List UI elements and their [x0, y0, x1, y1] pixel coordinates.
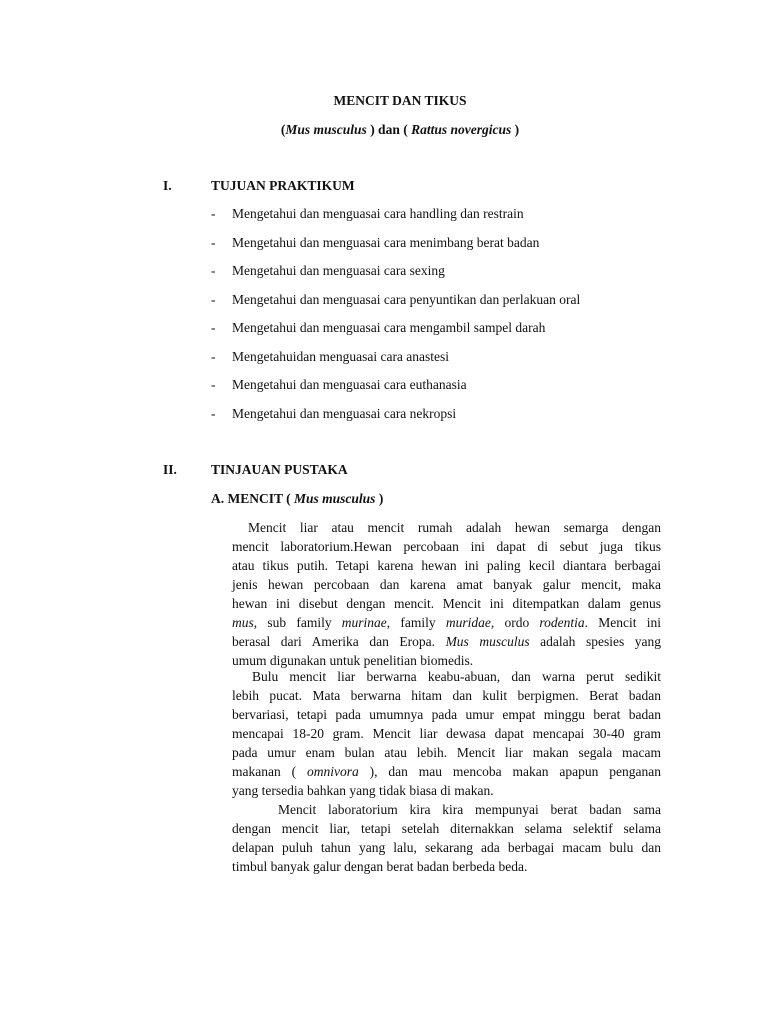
list-bullet: - — [211, 377, 216, 392]
list-item: Mengetahui dan menguasai cara nekropsi — [232, 406, 457, 421]
list-bullet: - — [211, 235, 216, 250]
paragraph-1: Mencit liar atau mencit rumah adalah hewan semarga dengan mencit laboratorium.Hewan percobaan ini dapat di sebut juga tikus atau tikus putih. Tetapi karena hewan ini paling kecil diantara berbagai jenis hewan percobaan dan karena amat banyak galur mencit, maka hewan ini disebut dengan mencit. Mencit ini ditempatkan dalam genus mus, sub family murinae, family muridae, ordo rodentia. Mencit ini berasal dari Amerika dan Eropa. Mus musculus adalah spesies yang umum digunakan untuk penelitian biomedis. — [232, 520, 661, 668]
section-1-heading: TUJUAN PRAKTIKUM — [211, 178, 355, 193]
list-bullet: - — [211, 263, 216, 278]
list-bullet: - — [211, 406, 216, 421]
paragraph-2: Bulu mencit liar berwarna keabu-abuan, dan warna perut sedikit lebih pucat. Mata berwarna hitam dan kulit berpigmen. Berat badan bervariasi, tetapi pada umumnya pada umur empat minggu berat badan mencapai 18-20 gram. Mencit liar dewasa dapat mencapai 30-40 gram pada umur enam bulan atau lebih. Mencit liar makan segala macam makanan ( omnivora ), dan mau mencoba makan apapun penganan yang tersedia bahkan yang tidak biasa di makan. — [232, 669, 661, 798]
list-bullet: - — [211, 320, 216, 335]
subsection-a-heading: A. MENCIT ( Mus musculus ) — [211, 491, 384, 506]
list-bullet: - — [211, 206, 216, 221]
list-item: Mengetahui dan menguasai cara handling dan restrain — [232, 206, 524, 221]
document-subtitle: (Mus musculus ) dan ( Rattus novergicus ) — [280, 122, 520, 137]
list-item: Mengetahui dan menguasai cara penyuntikan dan perlakuan oral — [232, 292, 581, 307]
list-bullet: - — [211, 349, 216, 364]
section-2-number: II. — [163, 462, 177, 477]
list-item: Mengetahui dan menguasai cara euthanasia — [232, 377, 467, 392]
section-2-heading: TINJAUAN PUSTAKA — [211, 462, 348, 477]
list-item: Mengetahui dan menguasai cara sexing — [232, 263, 445, 278]
list-bullet: - — [211, 292, 216, 307]
document-title: MENCIT DAN TIKUS — [333, 93, 467, 108]
section-1-number: I. — [163, 178, 172, 193]
species-mus-musculus: Mus musculus — [285, 122, 367, 137]
list-item: Mengetahuidan menguasai cara anastesi — [232, 349, 450, 364]
paragraph-3: Mencit laboratorium kira kira mempunyai berat badan sama dengan mencit liar, tetapi setelah diternakkan selama selektif selama delapan puluh tahun yang lalu, sekarang ada berbagai macam bulu dan timbul banyak galur dengan berat badan berbeda beda. — [232, 802, 661, 874]
list-item: Mengetahui dan menguasai cara mengambil sampel darah — [232, 320, 546, 335]
species-rattus-novergicus: Rattus novergicus — [411, 122, 512, 137]
list-item: Mengetahui dan menguasai cara menimbang berat badan — [232, 235, 540, 250]
